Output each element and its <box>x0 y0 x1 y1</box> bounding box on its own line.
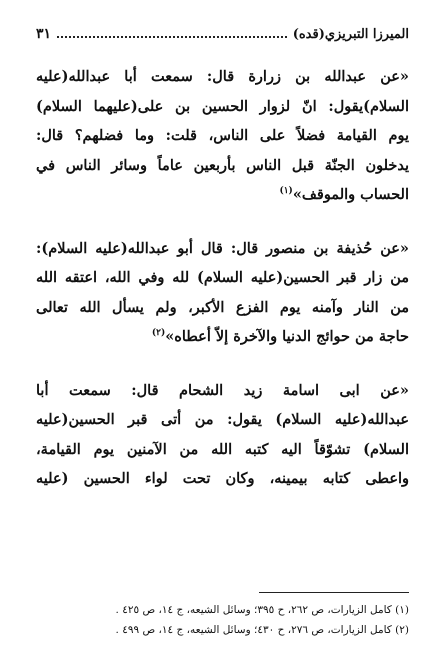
paragraph-line <box>36 180 409 210</box>
paragraph-line: السلام) تشوّقاً اليه كتبه الله من الآمنين يوم القيامة، <box>36 440 409 458</box>
footnotes <box>36 600 409 640</box>
page-number: ٣١ <box>36 26 52 42</box>
paragraph-line-text: حاجة من حوائج الدنيا والآخرة إلاّ أعطاه» <box>165 328 409 345</box>
footnote-2: (٢) كامل الزيارات، ص ٢٧٦، ح ٤٣٠؛ وسائل الشيعه، ج ١٤، ص ٤٩٩ . <box>115 624 409 636</box>
footnote-mark: (١) <box>279 186 293 197</box>
paragraph-line: من زار قبر الحسين(عليه السلام) لله وفي الله، اعتقه الله <box>36 269 409 286</box>
paragraph-line-text: الحساب والموقف» <box>292 186 409 203</box>
paragraph-3 <box>36 376 409 494</box>
paragraph-line: السلام)يقول: انّ لزوار الحسين بن على(عليهما السلام) <box>36 97 409 115</box>
paragraph-line: واعطى كتابه بيمينه، وكان تحت لواء الحسين (عليه <box>36 470 409 487</box>
paragraph-line: يدخلون الجنّة قبل الناس بأربعين عاماً وسائر الناس في <box>36 156 409 174</box>
paragraph-line: «عن عبدالله بن زرارة قال: سمعت أبا عبدالله(عليه <box>36 68 409 85</box>
paragraph-line: يوم القيامة فضلاً على الناس، قلت: وما فضلهم؟ قال: <box>36 127 409 144</box>
header-dotted-leader <box>57 35 287 38</box>
footnote-separator <box>259 592 409 593</box>
paragraph-line: من النار وآمنه يوم الفزع الأكبر، ولم يسأل الله تعالى <box>36 298 409 316</box>
footnote-mark: (٢) <box>151 328 166 339</box>
running-title: الميرزا التبريزي(قده) <box>292 27 409 42</box>
paragraph-line <box>36 322 409 352</box>
body-text <box>36 62 409 518</box>
paragraph-2 <box>36 234 409 352</box>
paragraph-1 <box>36 62 409 210</box>
footnote-1: (١) كامل الزيارات، ص ٢٦٢، ح ٣٩٥؛ وسائل الشيعه، ج ١٤، ص ٤٢٥ . <box>115 604 409 616</box>
paragraph-line: عبدالله(عليه السلام) يقول: من أتى قبر الحسين(عليه <box>36 411 409 428</box>
paragraph-line: «عن حُذيفة بن منصور قال: قال أبو عبدالله(عليه السلام): <box>36 239 409 257</box>
page-header <box>36 20 409 42</box>
paragraph-line: «عن ابى اسامة زيد الشحام قال: سمعت أبا <box>36 381 409 399</box>
